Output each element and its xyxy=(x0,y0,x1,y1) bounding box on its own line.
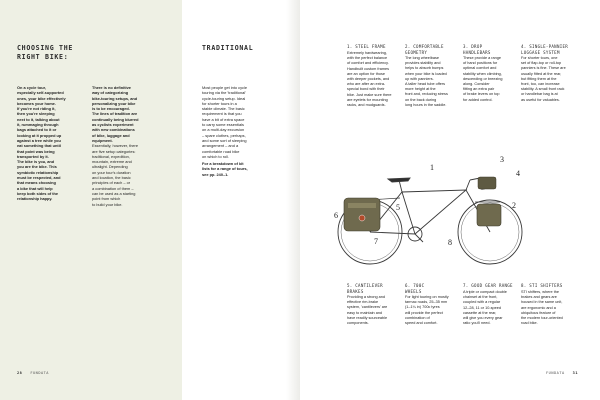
traditional-heading: TRADITIONAL xyxy=(202,44,254,52)
callout-4: 4 xyxy=(516,169,520,178)
callout-6: 6 xyxy=(334,211,338,220)
feature-7-body: A triple or compact double chainset at the front, coupled with a regular 12–28, 11 or 10-speed cassette at the rear, will give you every gear ratio you'll need. xyxy=(463,290,507,326)
book-gutter xyxy=(286,0,300,400)
left-heading: CHOOSING THE RIGHT BIKE: xyxy=(17,44,74,61)
rear-pannier xyxy=(344,198,380,231)
left-folio-label: FUNDATA xyxy=(30,371,49,375)
middle-page-panel xyxy=(182,0,300,400)
left-folio xyxy=(17,371,49,375)
feature-3-head: 3. DROP HANDLEBARS xyxy=(463,44,491,55)
feature-5-head: 5. CANTILEVER BRAKES xyxy=(347,283,383,294)
feature-2-body: The long wheelbase provides stability and helps to absorb bumps when your bike is loaded up with panniers. A taller head tube offers more height at the front and, reducing stress on the back during long hours in the saddle. xyxy=(405,56,448,107)
feature-1-head: 1. STEEL FRAME xyxy=(347,44,386,49)
left-page-number: 28 xyxy=(17,371,23,375)
traditional-body: Most people get into cycle touring via the 'traditional' cycle-touring setup. Ideal for shorter tours in a stable climate. The basic requirement is that you have a bit of extra space to carry some essentials on a multi-day excursion – spare clothes, perhaps, and some sort of sleeping arrangement – and a comfortable road bike on which to roll. xyxy=(202,85,247,159)
callout-7: 7 xyxy=(374,237,378,246)
front-pannier xyxy=(477,204,501,226)
touring-bike-illustration xyxy=(330,150,545,270)
feature-7-head: 7. GOOD GEAR RANGE xyxy=(463,283,513,288)
feature-1-body: Extremely hardwearing, with the perfect balance of comfort and efficiency. Handbuilt custom frames are an option for those with deeper pockets, and who are after an extra- special bond with their bike. Just make sure there are eyelets for mounting racks, and mudguards. xyxy=(347,51,392,108)
right-folio-label: FUNDATA xyxy=(546,371,565,375)
callout-8: 8 xyxy=(448,238,452,247)
left-intro-column: On a cycle tour, especially self-supported ones, your bike effectively becomes your home. If you're not riding it, then you're sleeping next to it, talking about it, rummaging through bags attached to it or looking at it propped up against a tree while you eat something that until that point was being transported by it. The bike is you, and you are the bike. This symbiotic relationship must be respected, and that means choosing a bike that will help keep both sides of the relationship happy. xyxy=(17,85,66,202)
feature-6-body: For light touring on mostly tarmac roads, 25–35 mm (1–1¼ in) 700c tyres will provide the perfect combination of speed and comfort. xyxy=(405,295,449,326)
left-second-column-bold: There is no definitive way of categorizing bike-touring setups, and personalizing your bike is to be encouraged. The lines of tradition are continually being blurred as cyclists experiment with new combinations of bike, luggage and equipment. xyxy=(92,85,139,143)
kit-list-note: For a breakdown of kit lists for a range of tours, see pp. 240–1. xyxy=(202,161,248,177)
feature-4-body: For shorter tours, one set of flap-top or roll-top panniers is fine. These are usually fitted at the rear, but fitting them at the front, too, can increase stability. A small front rack or handlebar bag is at as useful for valuables. xyxy=(521,56,566,102)
callout-2: 2 xyxy=(512,201,516,210)
left-second-column-regular: Essentially, however, there are five setup categories: traditional, expedition, mountain, extreme and ultralight. Depending on your tour's duration and location, the basic principles of each – or a combination of them – can be used as a starting point from which to build your bike. xyxy=(92,143,138,207)
feature-2-head: 2. COMFORTABLE GEOMETRY xyxy=(405,44,444,55)
feature-3-body: These provide a range of hand positions for optimal comfort and stability when climbing, descending or breezing along. Consider fitting an extra pair of brake levers on top for added control. xyxy=(463,56,503,102)
feature-4-head: 4. SINGLE-PANNIER LUGGAGE SYSTEM xyxy=(521,44,568,55)
handlebar-bag xyxy=(478,177,496,189)
callout-3: 3 xyxy=(500,155,504,164)
right-folio xyxy=(546,371,578,375)
left-second-column xyxy=(92,85,170,207)
feature-8-body: STI shifters, where the brakes and gears are housed in the same unit, are ergonomic and a ubiquitous feature of the modern tour-oriented road bike. xyxy=(521,290,563,326)
callout-1: 1 xyxy=(430,163,434,172)
callout-5: 5 xyxy=(396,203,400,212)
left-second-column-text xyxy=(92,85,170,207)
feature-6-head: 6. 700C WHEELS xyxy=(405,283,425,294)
feature-5-body: Providing a strong and effective rim-brake system, 'cantilevers' are easy to maintain and have readily sourceable components. xyxy=(347,295,388,326)
feature-8-head: 8. STI SHIFTERS xyxy=(521,283,563,288)
right-page-number: 31 xyxy=(572,371,578,375)
